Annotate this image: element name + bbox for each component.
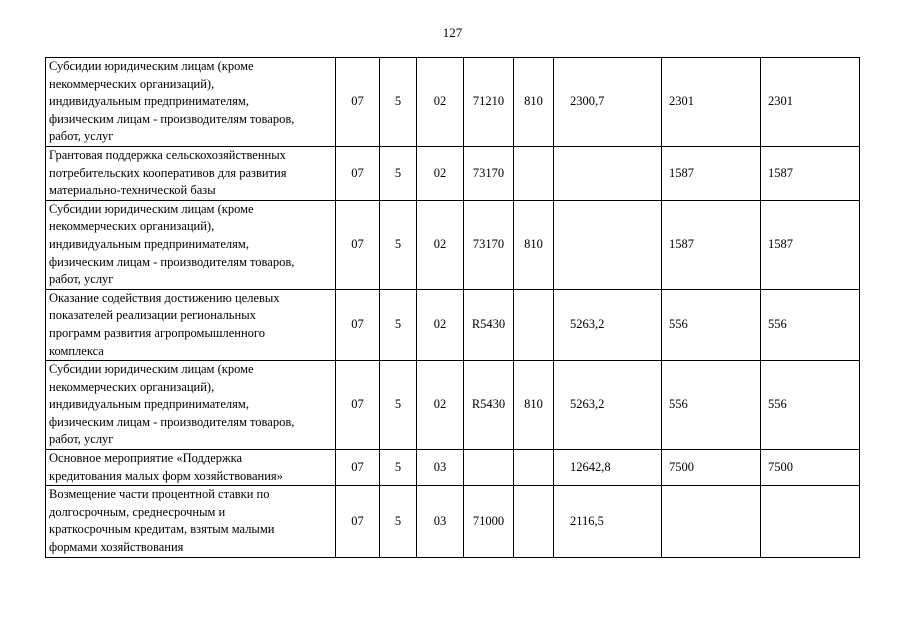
expense-type-cell: 810 [514, 361, 554, 450]
amount-year3-cell: 7500 [761, 450, 860, 486]
amount-year2-cell [662, 486, 761, 557]
amount-year1-cell [554, 146, 662, 200]
section-code-cell: 07 [336, 146, 380, 200]
subsection-code-cell: 5 [380, 486, 417, 557]
description-line: потребительских кооперативов для развития [49, 165, 287, 180]
amount-year3-cell: 556 [761, 289, 860, 360]
section-code-cell: 07 [336, 58, 380, 147]
program-code-cell: 02 [417, 361, 464, 450]
description-line: физическим лицам - производителям товаров, [49, 254, 295, 269]
budget-table [45, 57, 860, 558]
table-row [46, 146, 860, 200]
description-cell [46, 486, 336, 557]
amount-year3-cell: 2301 [761, 58, 860, 147]
description-line: индивидуальным предпринимателям, [49, 397, 249, 412]
target-article-cell [464, 450, 514, 486]
amount-year2-cell: 556 [662, 361, 761, 450]
table-row [46, 486, 860, 557]
description-line: комплекса [49, 343, 104, 358]
description-line: кредитования малых форм хозяйствования» [49, 468, 283, 483]
target-article-cell: R5430 [464, 361, 514, 450]
description-line: индивидуальным предпринимателям, [49, 94, 249, 109]
table-row [46, 200, 860, 289]
program-code-cell: 03 [417, 450, 464, 486]
table-row [46, 361, 860, 450]
description-line: некоммерческих организаций), [49, 379, 215, 394]
expense-type-cell: 810 [514, 58, 554, 147]
description-line: формами хозяйствования [49, 540, 184, 555]
target-article-cell: 71210 [464, 58, 514, 147]
description-cell [46, 58, 336, 147]
table-row [46, 58, 860, 147]
description-line: Субсидии юридическим лицам (кроме [49, 201, 254, 216]
expense-type-cell [514, 450, 554, 486]
amount-year3-cell: 556 [761, 361, 860, 450]
program-code-cell: 02 [417, 146, 464, 200]
description-cell [46, 200, 336, 289]
amount-year1-cell: 2116,5 [554, 486, 662, 557]
amount-year3-cell: 1587 [761, 200, 860, 289]
amount-year2-cell: 2301 [662, 58, 761, 147]
target-article-cell: R5430 [464, 289, 514, 360]
subsection-code-cell: 5 [380, 58, 417, 147]
amount-year3-cell: 1587 [761, 146, 860, 200]
description-cell [46, 289, 336, 360]
subsection-code-cell: 5 [380, 289, 417, 360]
description-line: работ, услуг [49, 129, 114, 144]
amount-year1-cell: 5263,2 [554, 361, 662, 450]
program-code-cell: 03 [417, 486, 464, 557]
description-line: Оказание содействия достижению целевых [49, 290, 280, 305]
target-article-cell: 73170 [464, 146, 514, 200]
description-line: Грантовая поддержка сельскохозяйственных [49, 147, 286, 162]
section-code-cell: 07 [336, 289, 380, 360]
page-number: 127 [442, 25, 463, 40]
amount-year1-cell: 5263,2 [554, 289, 662, 360]
program-code-cell: 02 [417, 58, 464, 147]
description-line: физическим лицам - производителям товаров, [49, 111, 295, 126]
amount-year1-cell: 2300,7 [554, 58, 662, 147]
description-cell [46, 361, 336, 450]
amount-year2-cell: 1587 [662, 146, 761, 200]
target-article-cell: 73170 [464, 200, 514, 289]
expense-type-cell [514, 289, 554, 360]
description-line: краткосрочным кредитам, взятым малыми [49, 522, 275, 537]
subsection-code-cell: 5 [380, 146, 417, 200]
description-line: материально-технической базы [49, 183, 216, 198]
description-line: Субсидии юридическим лицам (кроме [49, 362, 254, 377]
subsection-code-cell: 5 [380, 200, 417, 289]
description-line: индивидуальным предпринимателям, [49, 236, 249, 251]
description-line: некоммерческих организаций), [49, 219, 215, 234]
description-line: работ, услуг [49, 432, 114, 447]
description-cell [46, 450, 336, 486]
amount-year2-cell: 556 [662, 289, 761, 360]
table-row [46, 450, 860, 486]
section-code-cell: 07 [336, 200, 380, 289]
expense-type-cell [514, 146, 554, 200]
description-line: некоммерческих организаций), [49, 76, 215, 91]
description-line: Возмещение части процентной ставки по [49, 487, 270, 502]
amount-year2-cell: 1587 [662, 200, 761, 289]
section-code-cell: 07 [336, 450, 380, 486]
description-line: долгосрочным, среднесрочным и [49, 504, 226, 519]
subsection-code-cell: 5 [380, 450, 417, 486]
amount-year1-cell [554, 200, 662, 289]
description-line: Субсидии юридическим лицам (кроме [49, 59, 254, 73]
section-code-cell: 07 [336, 361, 380, 450]
description-line: программ развития агропромышленного [49, 325, 265, 340]
expense-type-cell: 810 [514, 200, 554, 289]
amount-year3-cell [761, 486, 860, 557]
description-line: Основное мероприятие «Поддержка [49, 451, 243, 466]
description-line: показателей реализации региональных [49, 308, 256, 323]
subsection-code-cell: 5 [380, 361, 417, 450]
amount-year2-cell: 7500 [662, 450, 761, 486]
description-line: физическим лицам - производителям товаров, [49, 414, 295, 429]
amount-year1-cell: 12642,8 [554, 450, 662, 486]
section-code-cell: 07 [336, 486, 380, 557]
description-line: работ, услуг [49, 272, 114, 287]
program-code-cell: 02 [417, 289, 464, 360]
table-body [46, 58, 860, 558]
program-code-cell: 02 [417, 200, 464, 289]
table-row [46, 289, 860, 360]
target-article-cell: 71000 [464, 486, 514, 557]
description-cell [46, 146, 336, 200]
expense-type-cell [514, 486, 554, 557]
